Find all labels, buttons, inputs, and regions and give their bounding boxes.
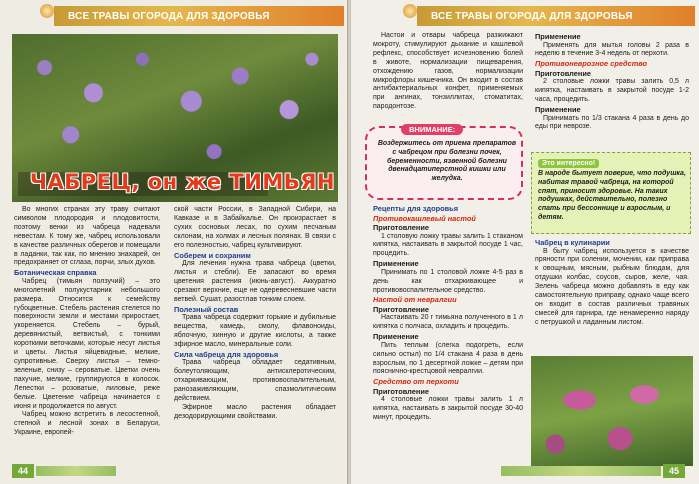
page-number: 44 [12, 464, 34, 478]
botany-heading: Ботаническая справка [14, 268, 97, 278]
power-heading: Сила чабреца для здоровья [174, 349, 279, 359]
recipe-neuralgia-prep: Настаивать 20 г тимьяна полученного в 1 л кипятка с полчаса, охладить и процедить. [373, 314, 523, 331]
kitchen-heading: Чабрец в кулинарии [535, 238, 610, 247]
composition-paragraph: Трава чабреца содержит горькие и дубильные вещества, камедь, смолу, флавоноиды, яблочную, хинную и другие кислоты, а также эфирное масло, минеральные соли. [174, 314, 336, 348]
recipe-neurosis-prep-label: Приготовление [535, 68, 591, 78]
botany-paragraph: Чабрец (тимьян ползучий) – это многолетний полукустарник небольшого размера. Относится к семейству губоцветные. Стебель растения стелется по поверхности земли и местами приростает, укореняется. Стебель – бурый, деревянистый, ветвистый, с тонкими короткими веточками, которые несут листья и цветы. Листья яйцевидные, мелкие, супротивные. Сверху листья – темно-зеленые, снизу – сероватые. Цветки очень пахучие, мелкие, группируются в колосок. Лепестки – розоватые, лиловые, реже белые. Цветение чабреца начинается с июня и продолжается по август. [14, 277, 160, 410]
recipe-cough-title: Противокашлевый настой [373, 213, 476, 223]
recipe-neurosis-title: Противоневрозное средство [535, 59, 648, 69]
kitchen-paragraph: В быту чабрец используется в качестве пряности при солении, мочении, как приправа к овощным, мясным, рыбным блюдам, для отдушки колбас, соусов, сыров, желе, чая. Зелень чабреца можно добавлять в еду как самостоятельную приправу, однако чаще всего он входит в состав различных травяных смесей для гарнира, где ненамеренно наряду с петрушкой и ладанным листом. [535, 247, 689, 326]
warning-text: Воздержитесь от приема препаратов с чабрецом при болезни почек, беременности, язвенной болезни двенадцатиперстной кишки или желудка. [377, 140, 517, 183]
recipe-neurosis-prep: 2 столовые ложки травы залить 0,5 л кипятка, настаивать в закрытой посуде 1-2 часа, процедить. [535, 78, 689, 104]
recipe-cough-use: Принимать по 1 столовой ложке 4-5 раз в день как отхаркивающее и противовоспалительное средство. [373, 268, 523, 294]
recipe-cough-use-label: Применение [373, 259, 419, 269]
left-column-1 [14, 206, 160, 438]
power-paragraph: Трава чабреца обладает седативным, болеутоляющим, антисклеротическим, отхаркивающим, противовоспалительным, ранозаживляющим, спазмолитическим действием. [174, 359, 336, 402]
recipe-dandruff-prep: 4 столовые ложки травы залить 1 л кипятка, настаивать в закрытой посуде 30-40 минут, процедить. [373, 396, 523, 422]
effects-paragraph: Настои и отвары чабреца разжижают мокроту, стимулируют дыхание и кашлевой рефлекс, способствует исчезновению болей в животе, нормализации пищеварения, отхождению газов, нормализации микрофлоры кишечника. Он входит в состав антибактериальных конфет, применяемых при ангинах, тонзиллитах, стоматитах, пародонтозе. [373, 32, 523, 111]
warning-label: ВНИМАНИЕ: [401, 124, 463, 135]
oil-paragraph: Эфирное масло растения обладает дезодорирующими свойствами. [174, 403, 336, 420]
recipe-neurosis-use-label: Применение [535, 105, 581, 115]
footer-stripe [501, 466, 661, 476]
right-page-header: ВСЕ ТРАВЫ ОГОРОДА ДЛЯ ЗДОРОВЬЯ [417, 6, 695, 26]
page-number: 45 [663, 464, 685, 478]
recipe-dandruff-prep-label: Приготовление [373, 386, 429, 396]
left-page-header: ВСЕ ТРАВЫ ОГОРОДА ДЛЯ ЗДОРОВЬЯ [54, 6, 344, 26]
recipe-cough-prep-label: Приготовление [373, 223, 429, 232]
interesting-fact-text: В народе бытует поверие, что подушка, набитая травой чабреца, на которой спят, приносит здоровье. На таких подушках, действительно, полезно спать при бессоннице и взрослым, и детям. [538, 170, 686, 221]
recipes-heading: Рецепты для здоровья [373, 204, 459, 213]
recipe-neuralgia-use: Пить теплым (слегка подогреть, если сильно остыл) по 1/4 стакана 4 раза в день взрослым, по 1 десертной ложке – детям при пояснично-крестцовой невралгии. [373, 341, 523, 376]
article-title: ЧАБРЕЦ, он же ТИМЬЯН [30, 170, 335, 194]
recipe-dandruff-use-label: Применение [535, 32, 581, 41]
intro-paragraph: Во многих странах эту траву считают символом плодородия и плодовитости, поэтому венки из чабреца надевали невестам. К тому же, чабрец использовали в качестве различных оберегов и помещали в ладанки, так как, по мнению знахарей, он предохраняет от сглаза, порчи, злых духов. [14, 206, 160, 267]
habitat-paragraph: Чабрец можно встретить в лесостепной, степной и лесной зонах в Беларуси, Украине, европей- [14, 411, 160, 437]
recipe-dandruff-title: Средство от перхоти [373, 377, 459, 387]
thyme-flower-photo [531, 356, 693, 466]
recipe-neurosis-use: Принимать по 1/3 стакана 4 раза в день до еды при неврозе. [535, 114, 689, 131]
footer-stripe [36, 466, 116, 476]
collect-heading: Соберем и сохраним [174, 250, 251, 260]
header-ornament-icon [40, 4, 54, 18]
recipe-neuralgia-title: Настой от невралгии [373, 295, 457, 305]
left-page [0, 0, 348, 484]
left-column-2 [174, 206, 336, 422]
warning-box [365, 126, 523, 200]
right-column-1 [373, 32, 523, 112]
recipe-cough-prep: 1 столовую ложку травы залить 1 стаканом кипятка, настаивать в закрытой посуде 1 час, процедить. [373, 232, 523, 258]
recipe-neuralgia-prep-label: Приготовление [373, 304, 429, 314]
interesting-fact-label: Это интересно! [538, 159, 599, 168]
habitat-cont-paragraph: ской части России, в Западной Сибири, на Кавказе и в Забайкалье. Он произрастает в сухих сосновых лесах, по сухим песчаным склонам, на холмах и лесных полянах. В связи с его полезностью, чабрец культивируют. [174, 206, 336, 249]
right-page [351, 0, 699, 484]
header-ornament-icon [403, 4, 417, 18]
recipe-dandruff-use: Применять для мытья головы 2 раза в неделю в течение 3-4 недель от перхоти. [535, 41, 689, 58]
thyme-photo [12, 34, 338, 202]
right-column-2 [535, 32, 689, 132]
interesting-fact-box [531, 152, 691, 234]
collect-paragraph: Для лечения нужна трава чабреца (цветки, листья и стебли). Ее запасают во время цветения растения (июнь-август). Аккуратно срезают верхние, еще не одеревесневшие части ветвей. Сушат, разостлав тонким слоем. [174, 260, 336, 303]
kitchen-column [535, 238, 689, 328]
recipe-neuralgia-use-label: Применение [373, 332, 419, 342]
recipes-column [373, 204, 523, 423]
composition-heading: Полезный состав [174, 304, 239, 314]
